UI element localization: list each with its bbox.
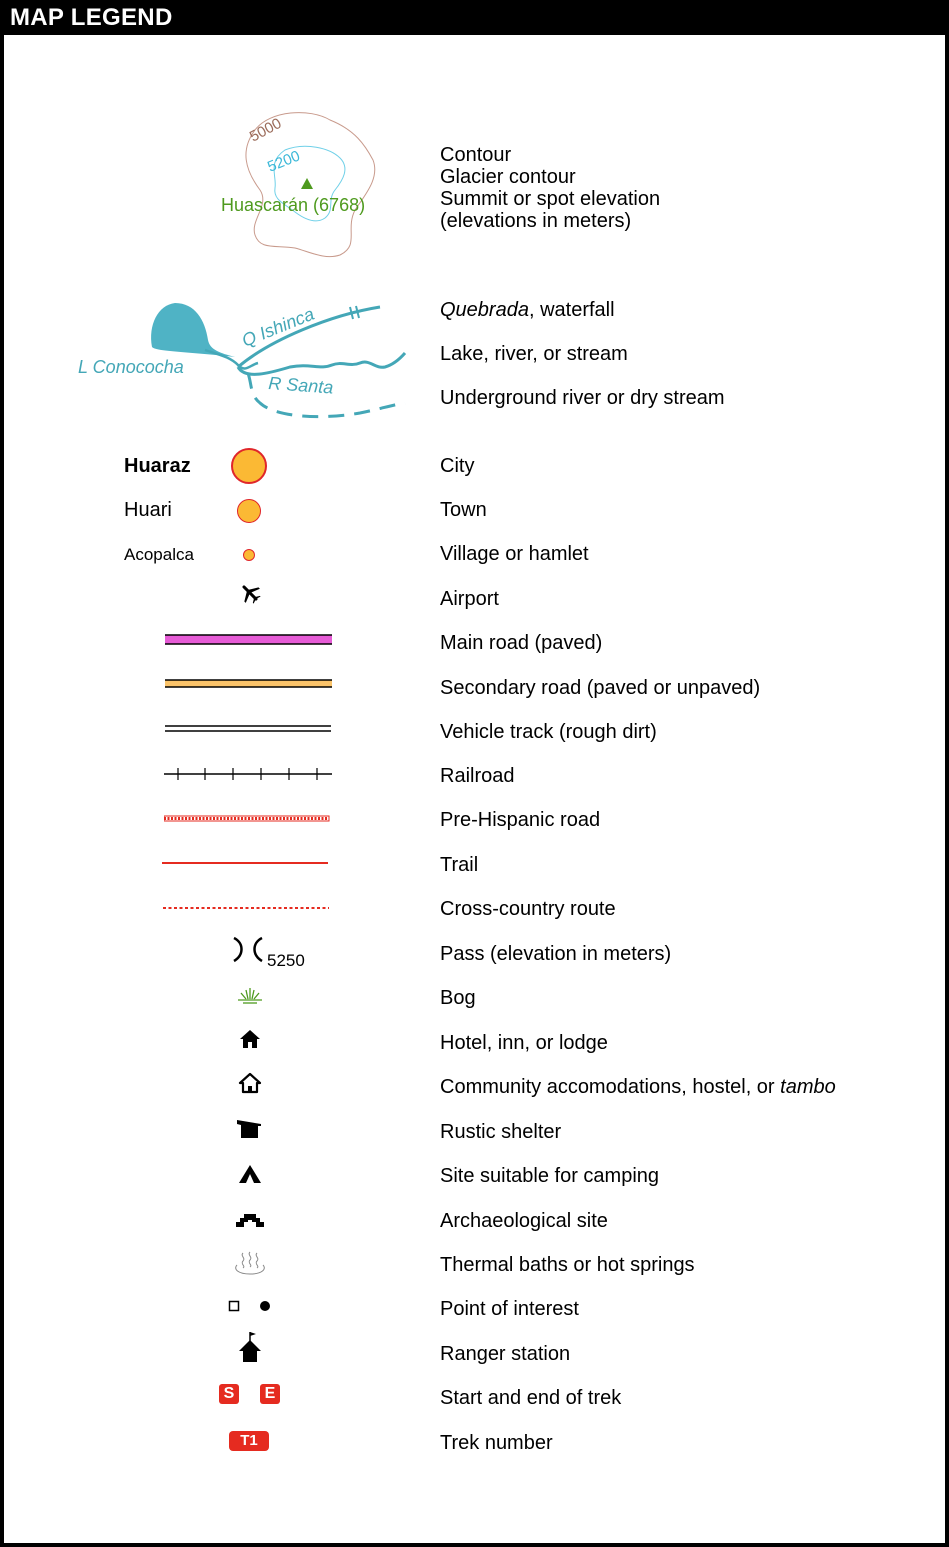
- desc-hotel: Hotel, inn, or lodge: [440, 1032, 608, 1054]
- prehispanic-road-symbol: [164, 815, 332, 823]
- lake-shape-icon: [151, 303, 235, 357]
- desc-secondary-road: Secondary road (paved or unpaved): [440, 677, 761, 699]
- desc-thermal: Thermal baths or hot springs: [440, 1254, 695, 1276]
- pass-elevation-label: 5250: [267, 951, 305, 970]
- poi-icons: [228, 1299, 274, 1315]
- hotel-icon: [239, 1029, 261, 1049]
- summit-label: Huascarán (6768): [221, 195, 366, 215]
- desc-bog: Bog: [440, 987, 476, 1009]
- desc-start-end: Start and end of trek: [440, 1387, 622, 1409]
- summit-triangle-icon: [301, 178, 313, 189]
- trail-symbol: [162, 860, 330, 866]
- desc-underground: Underground river or dry stream: [440, 387, 725, 409]
- desc-camping: Site suitable for camping: [440, 1165, 660, 1187]
- airport-icon: [238, 581, 262, 605]
- water-diagram: [70, 295, 415, 425]
- desc-glacier-contour: Glacier contour: [440, 166, 576, 188]
- desc-main-road: Main road (paved): [440, 632, 603, 654]
- start-badge: S: [219, 1384, 239, 1404]
- main-road-symbol: [165, 634, 333, 646]
- trek-number-badge: T1: [229, 1431, 269, 1451]
- camping-tent-icon: [237, 1163, 263, 1185]
- desc-elevation-note: (elevations in meters): [440, 210, 632, 232]
- quebrada-italic: Quebrada: [440, 299, 529, 321]
- community-italic: tambo: [780, 1076, 836, 1098]
- bog-icon: [236, 986, 264, 1004]
- legend-title: MAP LEGEND: [0, 0, 949, 35]
- desc-town: Town: [440, 499, 487, 521]
- ranger-station-icon: [237, 1331, 263, 1363]
- pass-icon: [230, 935, 266, 965]
- desc-shelter: Rustic shelter: [440, 1121, 562, 1143]
- desc-contour: Contour: [440, 144, 512, 166]
- vehicle-track-symbol: [165, 724, 333, 734]
- desc-archaeological: Archaeological site: [440, 1210, 608, 1232]
- city-example-label: Huaraz: [124, 455, 191, 477]
- desc-poi: Point of interest: [440, 1298, 579, 1320]
- poi-square-icon: [230, 1302, 239, 1311]
- rustic-shelter-icon: [236, 1119, 262, 1139]
- town-dot-icon: [237, 499, 261, 523]
- desc-community: [440, 1076, 836, 1098]
- community-main: Community accomodations, hostel, or: [440, 1076, 781, 1098]
- archaeological-site-icon: [235, 1211, 265, 1229]
- quebrada-label: Q Ishinca: [239, 303, 318, 351]
- contour-diagram: [215, 100, 395, 270]
- poi-dot-icon: [260, 1301, 270, 1311]
- quebrada-rest: , waterfall: [528, 299, 615, 321]
- desc-summit: Summit or spot elevation: [440, 188, 661, 210]
- desc-airport: Airport: [440, 588, 499, 610]
- end-badge: E: [260, 1384, 280, 1404]
- hot-springs-icon: [232, 1250, 268, 1276]
- secondary-road-symbol: [165, 678, 333, 690]
- desc-quebrada: [440, 299, 615, 321]
- desc-city: City: [440, 455, 475, 477]
- desc-trail: Trail: [440, 854, 479, 876]
- village-example-label: Acopalca: [124, 545, 194, 564]
- railroad-symbol: [164, 767, 334, 781]
- desc-vehicle-track: Vehicle track (rough dirt): [440, 721, 657, 743]
- desc-village: Village or hamlet: [440, 543, 589, 565]
- community-lodging-icon: [238, 1072, 262, 1094]
- desc-prehispanic: Pre-Hispanic road: [440, 809, 601, 831]
- city-dot-icon: [231, 448, 267, 484]
- town-example-label: Huari: [124, 499, 172, 521]
- village-dot-icon: [243, 549, 255, 561]
- river-line: [238, 353, 405, 374]
- desc-lake: Lake, river, or stream: [440, 343, 628, 365]
- desc-railroad: Railroad: [440, 765, 515, 787]
- lake-label: L Conococha: [78, 357, 184, 377]
- glacier-contour-label: 5200: [265, 147, 303, 176]
- contour-label: 5000: [246, 114, 285, 146]
- desc-cross-country: Cross-country route: [440, 898, 616, 920]
- desc-trek-number: Trek number: [440, 1432, 553, 1454]
- river-label: R Santa: [267, 373, 335, 398]
- desc-pass: Pass (elevation in meters): [440, 943, 672, 965]
- cross-country-symbol: [163, 905, 331, 911]
- desc-ranger: Ranger station: [440, 1343, 571, 1365]
